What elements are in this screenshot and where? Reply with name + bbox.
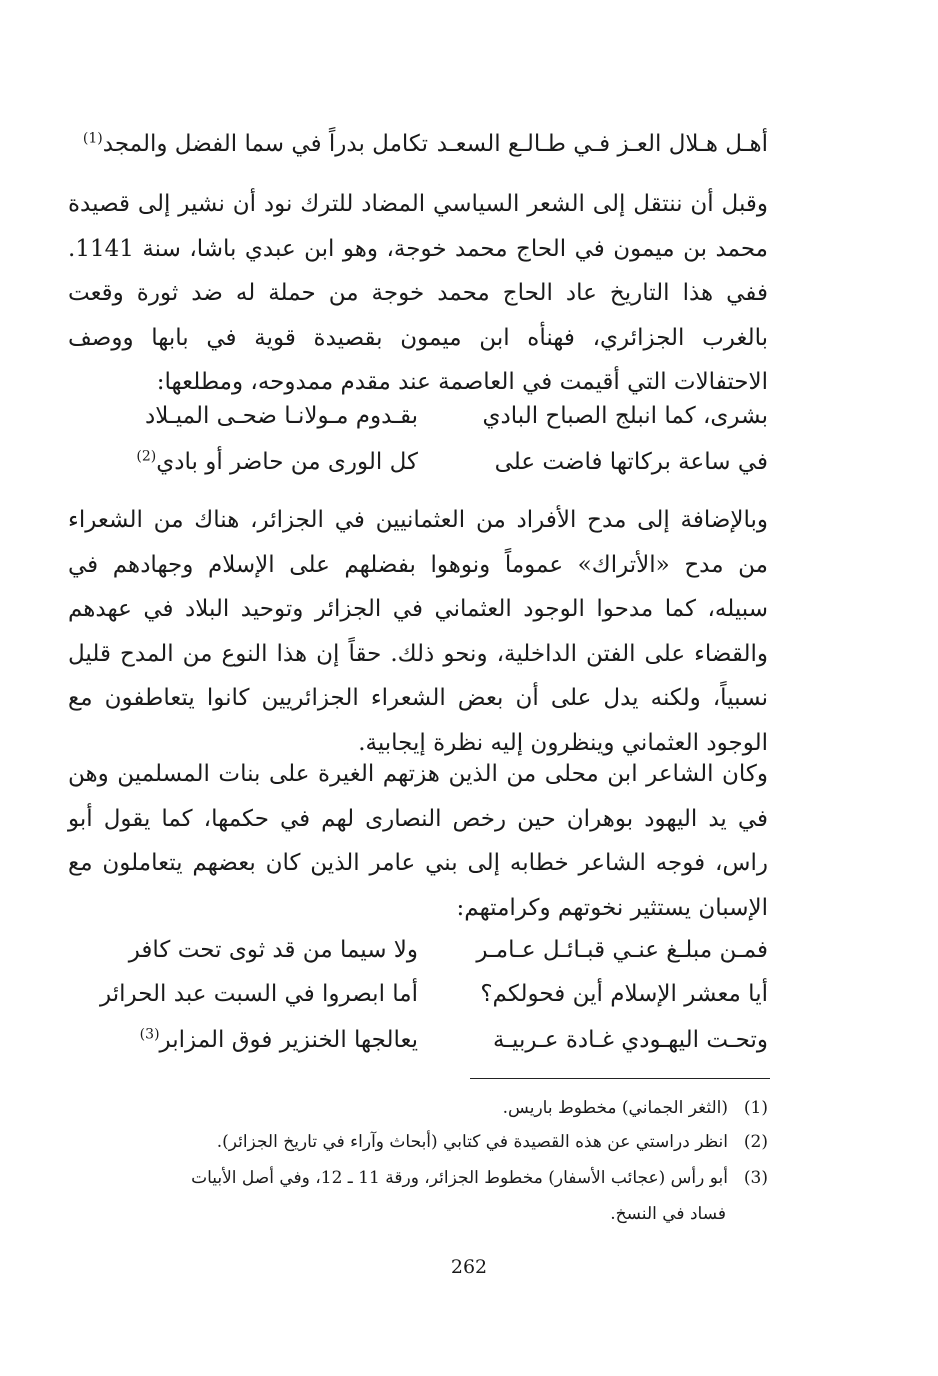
verse-line bbox=[108, 930, 768, 970]
footnote bbox=[68, 1126, 768, 1158]
verse-hemistich-first: فمـن مبلـغ عنـي قبـائـل عـامـر bbox=[476, 937, 768, 963]
verse-hemistich-first: وتحـت اليهـودي غـادة عـربيـة bbox=[492, 1027, 768, 1053]
verse-hemistich-first: أهـل هـلال العـز فـي طـالـع السعـد bbox=[436, 131, 768, 157]
footnote-marker: (1) bbox=[82, 130, 103, 147]
footnote-marker: (3) bbox=[139, 1026, 160, 1043]
verse-hemistich-second: تكامل بدراً في سما الفضل والمجد$^{(1)}$ bbox=[82, 130, 428, 157]
verse-hemistich-first: أيا معشر الإسلام أين فحولكم؟ bbox=[480, 981, 768, 1007]
footnote-marker: (2) bbox=[136, 448, 157, 465]
footnote-text: أبو رأس (عجائب الأسفار) مخطوط الجزائر، ورقة 11 ـ 12، وفي أصل الأبيات bbox=[191, 1168, 728, 1188]
footnote-text: (الثغر الجماني) مخطوط باريس. bbox=[502, 1098, 728, 1118]
verse-hemistich-first: في ساعة بركاتها فاضت على bbox=[494, 449, 768, 475]
verse-hemistich-second: أما ابصروا في السبت عبد الحرائر bbox=[100, 981, 418, 1007]
page-number: 262 bbox=[450, 1256, 488, 1278]
verse-hemistich-second: بقـدوم مـولانـا ضحـى الميـلاد bbox=[145, 403, 418, 429]
verse-line bbox=[108, 1020, 768, 1060]
paragraph-2: وبالإضافة إلى مدح الأفراد من العثمانيين في الجزائر، هناك من الشعراء من مدح «الأتراك» عموماً ونوهوا بفضلهم على الإسلام وجهادهم في سبيله، كما مدحوا الوجود العثماني في الجزائر وتوحيد البلاد في عهدهم والقضاء على الفتن الداخلية، ونحو ذلك. حقاً إن هذا النوع من المدح قليل نسبياً، ولكنه يدل على أن بعض الشعراء الجزائريين كانوا يتعاطفون مع الوجود العثماني وينظرون إليه نظرة إيجابية. bbox=[68, 507, 768, 756]
verse-line bbox=[108, 396, 768, 436]
header-verse bbox=[82, 124, 768, 164]
footnote-separator bbox=[470, 1078, 770, 1079]
paragraph-1: وقبل أن ننتقل إلى الشعر السياسي المضاد للترك نود أن نشير إلى قصيدة محمد بن ميمون في الحاج محمد خوجة، وهو ابن عبدي باشا، سنة 1141. ففي هذا التاريخ عاد الحاج محمد خوجة من حملة له ضد ثورة وقعت بالغرب الجزائري، فهنأه ابن ميمون بقصيدة قوية في بابها ووصف الاحتفالات التي أقيمت في العاصمة عند مقدم ممدوحه، ومطلعها: bbox=[68, 191, 768, 395]
verse-line bbox=[100, 974, 768, 1014]
verse-hemistich-second: يعالجها الخنزير فوق المزابر$^{(3)}$ bbox=[139, 1026, 418, 1053]
verse-hemistich-first: بشرى، كما انبلج الصباح البادي bbox=[482, 403, 768, 429]
paragraph-3: وكان الشاعر ابن محلى من الذين هزتهم الغيرة على بنات المسلمين وهن في يد اليهود بوهران حين رخص النصارى لهم في حكمها، كما يقول أبو راس، فوجه الشاعر خطابه إلى بني عامر الذين كان بعضهم يتعاملون مع الإسبان يستثير نخوتهم وكرامتهم: bbox=[68, 761, 768, 921]
footnote-number: (1) bbox=[743, 1098, 768, 1118]
verse-hemistich-second: ولا سيما من قد ثوى تحت كافر bbox=[128, 937, 418, 963]
footnote-number: (3) bbox=[743, 1168, 768, 1188]
footnote-text: انظر دراستي عن هذه القصيدة في كتابي (أبحاث وآراء في تاريخ الجزائر). bbox=[216, 1132, 728, 1152]
footnote-number: (2) bbox=[743, 1132, 768, 1152]
verse-hemistich-second: كل الورى من حاضر أو بادي$^{(2)}$ bbox=[136, 448, 418, 475]
verse-line bbox=[108, 442, 768, 482]
footnote bbox=[68, 1092, 768, 1124]
footnote-continuation: فساد في النسخ. bbox=[610, 1204, 726, 1224]
footnote bbox=[68, 1162, 768, 1194]
